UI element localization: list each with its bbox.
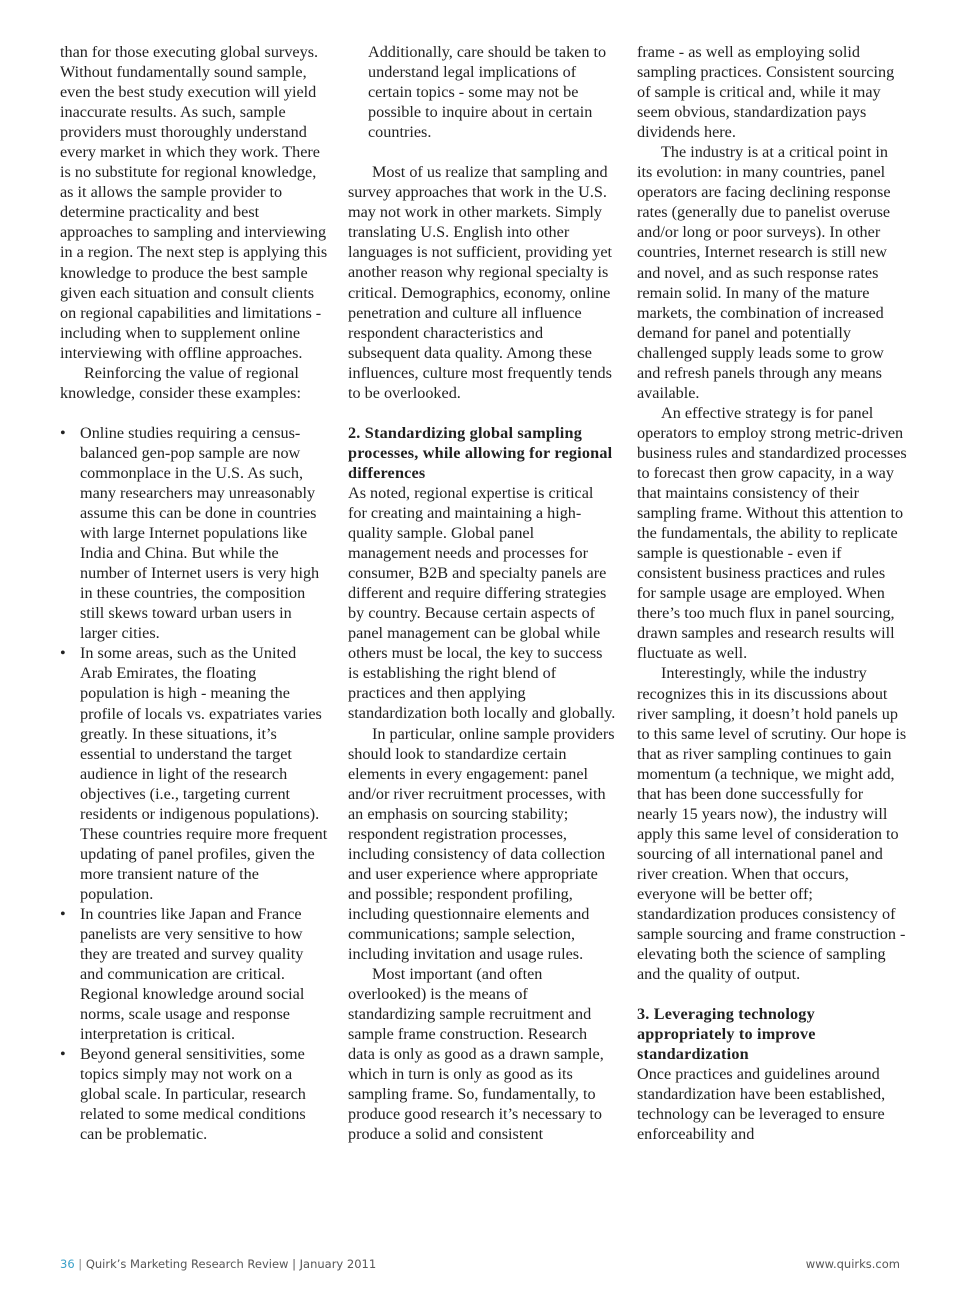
spacer [637,984,907,1004]
paragraph: frame - as well as employing solid sampling practices. Consistent sourcing of sample is critical and, while it may seem obvious, standardization pays dividends here. [637,43,895,142]
paragraph: Once practices and guidelines around standardization have been established, technology can be leveraged to ensure enforceability and [637,1065,886,1144]
column-3 [637,42,907,1145]
paragraph: Most important (and often overlooked) is the means of standardizing sample recruitment and sample frame construction. Research data is only as good as a drawn sample, which in turn is only as good as its sampling frame. So, fundamentally, to produce good research it’s necessary to produce a solid and consistent [348,965,604,1144]
footer-left [60,1257,376,1271]
paragraph: An effective strategy is for panel operators to employ strong metric-driven business rules and standardized processes to forecast then grow capacity, in a way that maintains consistency of their sampling frame. Without this attention to the fundamentals, the ability to replicate sample is questionable - even if consistent business practices and rules for sample usage are employed. When there’s too much flux in panel sourcing, drawn samples and research results will fluctuate as well. [637,403,907,663]
paragraph: Most of us realize that sampling and survey approaches that work in the U.S. may not work in other markets. Simply translating U.S. English into other languages is not sufficient, providing yet another reason why regional specialty is critical. Demographics, economy, online penetration and culture all influence respondent characteristics and subsequent data quality. Among these influences, culture most frequently tends to be overlooked. [348,163,613,402]
paragraph: Interestingly, while the industry recognizes this in its discussions about river sampling, it doesn’t hold panels up to this same level of scrutiny. Our hope is that as river sampling continues to gain momentum (a technique, we might add, that has been done successfully for nearly 15 years now), the industry will apply this same level of consideration to sourcing of all international panel and river creation. When that occurs, everyone will be better off; standardization produces consistency of sample sourcing and frame construction - elevating both the science of sampling and the quality of output. [637,664,907,984]
section-heading: 2. Standardizing global sampling processes, while allowing for regional differences [348,423,613,482]
paragraph: than for those executing global surveys. Without fundamentally sound sample, even the best study execution will yield inaccurate results. As such, sample providers must thoroughly understand every market in which they work. There is no substitute for regional knowledge, as it allows the sample provider to determine practicality and best approaches to sampling and interviewing in a region. The next step is applying this knowledge to produce the best sample given each situation and consult clients on regional capabilities and limitations - including when to supplement online interviewing with offline approaches. [60,43,328,362]
spacer [348,142,616,162]
website-url: www.quirks.com [805,1257,900,1271]
spacer [60,403,328,423]
list-item: • In some areas, such as the United Arab Emirates, the floating population is high - meaning the profile of locals vs. expatriates varies greatly. In these situations, it’s essential to understand the target audience in light of the research objectives (i.e., targeting current residents or indigenous populations). These countries require more frequent updating of panel profiles, given the more transient nature of the population. [60,643,328,904]
publication-title: Quirk’s Marketing Research Review | January 2011 [85,1257,377,1271]
paragraph: The industry is at a critical point in its evolution: in many countries, panel operators are facing declining response rates (generally due to panelist overuse and/or long or poor surveys). In other countries, Internet research is still new and novel, and as such response rates remain solid. In many of the mature markets, the combination of increased demand for panel and potentially challenged supply leads some to grow and refresh panels through any means available. [637,143,891,402]
paragraph: As noted, regional expertise is critical for creating and maintaining a high-quality sample. Global panel management needs and processes for consumer, B2B and specialty panels are different and require differing strategies by country. Because certain aspects of panel management can be global while others must be local, the key to success is establishing the right blend of practices and then applying standardization both locally and globally. [348,483,616,723]
paragraph: Reinforcing the value of regional knowledge, consider these examples: [60,363,301,402]
list-item: • Online studies requiring a census-balanced gen-pop sample are now commonplace in the U.S. As such, many researchers may unreasonably assume this can be done in countries with large Internet populations like India and China. But while the number of Internet users is very high in these countries, the composition still skews toward urban users in larger cities. [60,423,328,644]
footer-separator: | [78,1257,83,1271]
list-item: • In countries like Japan and France panelists are very sensitive to how they are treated and survey quality and communication are critical. Regional knowledge around social norms, scale usage and response interpretation is critical. [60,904,328,1044]
paragraph: Additionally, care should be taken to understand legal implications of certain topics - some may not be possible to inquire about in certain countries. [368,43,607,142]
page-number: 36 [60,1257,75,1271]
column-1 [60,42,328,1145]
spacer [348,403,616,423]
list-item: • Beyond general sensitivities, some topics simply may not work on a global scale. In particular, research related to some medical conditions can be problematic. [60,1044,328,1144]
section-heading: 3. Leveraging technology appropriately to improve standardization [637,1005,816,1064]
bullet-list [60,423,328,1145]
paragraph: In particular, online sample providers should look to standardize certain elements in every engagement: panel and/or river recruitment processes, with an emphasis on sourcing stability; respondent registration processes, including consistency of data collection and user experience where appropriate and possible; respondent profiling, including questionnaire elements and communications; sample selection, including invitation and usage rules. [348,724,615,964]
column-2 [348,42,616,1144]
page-footer [60,1257,900,1273]
